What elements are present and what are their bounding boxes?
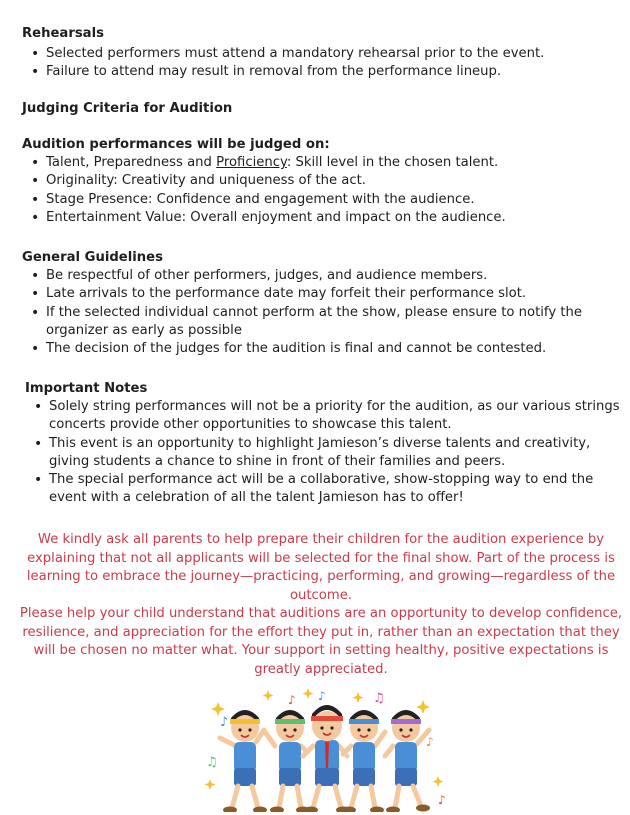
notes-section [25,380,622,508]
notice-paragraph-2: Please help your child understand that auditions are an opportunity to develop confidence, resilience, and appreciation for the effort they put in, rather than an expectation that they will be chosen no matter what. Your support in setting healthy, positive expectations is greatly appreciated. [19,606,623,677]
notice-paragraph-1: We kindly ask all parents to help prepare their children for the audition experience by explaining that not all applicants will be selected for the final show. Part of the process is learning to embrace the journey—practicing, performing, and growing—regardless of the outcome. [26,532,616,603]
svg-text:♫: ♫ [373,691,385,706]
list-item: • Entertainment Value: Overall enjoyment and impact on the audience. [22,209,622,227]
list-item: • The decision of the judges for the audition is final and cannot be contested. [22,340,622,358]
parent-notice [18,531,624,679]
notes-heading: Important Notes [25,381,148,396]
rehearsals-list [22,45,622,82]
judging-subheading: Audition performances will be judged on: [22,137,330,152]
notes-list [25,398,622,508]
list-item: • Failure to attend may result in removal from the performance lineup. [22,63,622,81]
list-item: • Stage Presence: Confidence and engagement with the audience. [22,191,622,209]
guidelines-heading: General Guidelines [22,250,163,265]
guidelines-list [22,267,622,358]
svg-text:♪: ♪ [426,735,434,749]
svg-text:♪: ♪ [220,715,229,730]
dancing-performers-illustration [198,684,448,812]
list-item: • The special performance act will be a collaborative, show-stopping way to end the event with a celebration of all the talent Jamieson has to offer! [25,471,622,508]
svg-text:♪: ♪ [288,693,296,707]
judging-section [22,100,622,227]
criteria-prefix: Talent, Preparedness and [46,155,217,170]
list-item: • Selected performers must attend a mandatory rehearsal prior to the event. [22,45,622,63]
svg-text:♪: ♪ [438,793,446,807]
judging-list [22,154,622,227]
list-item: • Be respectful of other performers, judges, and audience members. [22,267,622,285]
svg-text:♪: ♪ [318,689,326,703]
criteria-suffix: : Skill level in the chosen talent. [286,155,499,170]
list-item: • Solely string performances will not be a priority for the audition, as our various strings concerts provide other opportunities to showcase this talent. [25,398,622,435]
rehearsals-heading: Rehearsals [22,26,104,41]
list-item: • If the selected individual cannot perform at the show, please ensure to notify the organizer as early as possible [22,304,622,341]
rehearsals-section [22,25,622,82]
svg-text:♫: ♫ [206,755,218,770]
list-item [22,154,622,172]
proficiency-term: Proficiency [216,155,287,170]
list-item: • Originality: Creativity and uniqueness of the act. [22,172,622,190]
judging-heading: Judging Criteria for Audition [22,101,233,116]
list-item: • Late arrivals to the performance date may forfeit their performance slot. [22,285,622,303]
guidelines-section [22,249,622,358]
list-item: • This event is an opportunity to highlight Jamieson’s diverse talents and creativity, giving students a chance to shine in front of their families and peers. [25,435,622,472]
